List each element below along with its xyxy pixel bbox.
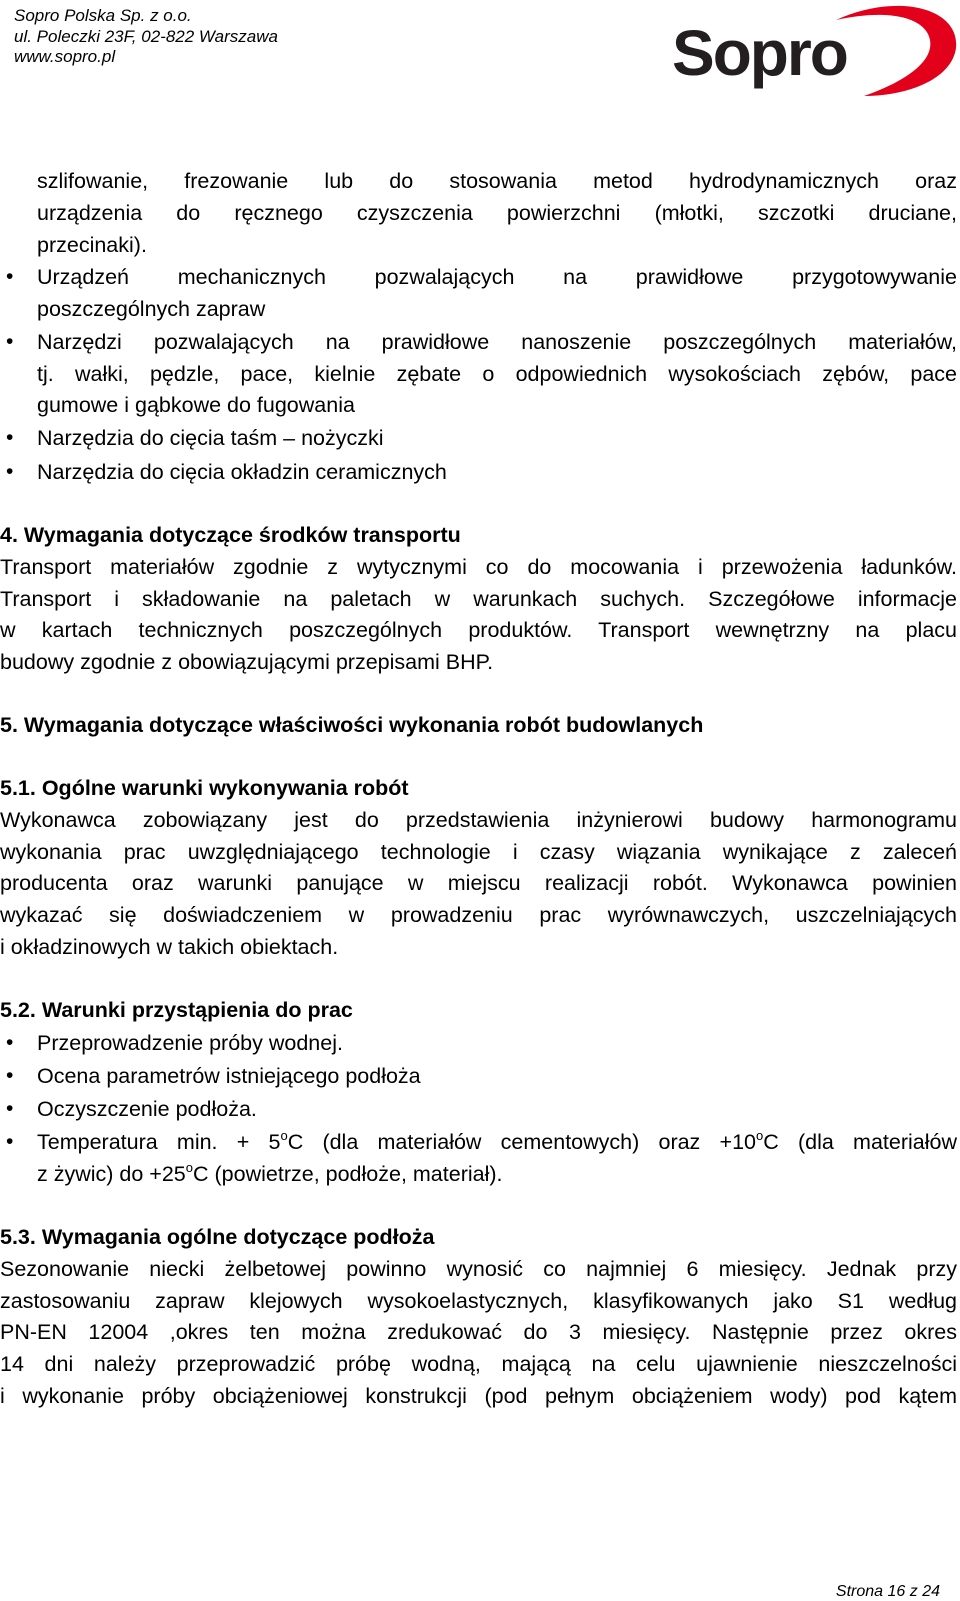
paragraph-line: wykonania prac uwzględniającego technologie i czasy wiązania wynikające z zaleceń [0, 840, 957, 864]
svg-text:Sopro: Sopro [672, 17, 847, 89]
paragraph-line: budowy zgodnie z obowiązującymi przepisami BHP. [0, 650, 494, 674]
list-item: Narzędzi pozwalających na prawidłowe nanoszenie poszczególnych materiałów, [37, 330, 957, 354]
list-item: Oczyszczenie podłoża. [37, 1097, 257, 1121]
list-item-cont: gumowe i gąbkowe do fugowania [37, 393, 355, 417]
degree-mark: o [280, 1128, 288, 1143]
paragraph-line: producenta oraz warunki panujące w miejscu realizacji robót. Wykonawca powinien [0, 871, 957, 895]
bullet-icon: • [6, 1130, 14, 1153]
subsection-heading: 5.1. Ogólne warunki wykonywania robót [0, 776, 409, 800]
company-name: Sopro Polska Sp. z o.o. [14, 6, 192, 25]
temp-text: C (dla materiałów cementowych) oraz +10 [287, 1130, 756, 1154]
company-header [14, 6, 278, 68]
section-heading: 5. Wymagania dotyczące właściwości wykonania robót budowlanych [0, 713, 704, 737]
company-address: ul. Poleczki 23F, 02-822 Warszawa [14, 26, 278, 46]
sopro-logo [668, 0, 958, 100]
list-item: Urządzeń mechanicznych pozwalających na prawidłowe przygotowywanie [37, 265, 957, 289]
degree-mark: o [756, 1128, 764, 1143]
list-item-cont: poszczególnych zapraw [37, 297, 266, 321]
paragraph-line: Wykonawca zobowiązany jest do przedstawienia inżynierowi budowy harmonogramu [0, 808, 957, 832]
text-line: przecinaki). [37, 233, 147, 257]
temp-text: z żywic) do +25 [37, 1162, 186, 1186]
subsection-heading: 5.2. Warunki przystąpienia do prac [0, 998, 353, 1022]
list-item: Przeprowadzenie próby wodnej. [37, 1031, 343, 1055]
degree-mark: o [185, 1160, 194, 1175]
list-item-temperature [37, 1129, 957, 1155]
bullet-icon: • [6, 1031, 14, 1054]
paragraph-line: 14 dni należy przeprowadzić próbę wodną, mającą na celu ujawnienie nieszczelności [0, 1352, 957, 1376]
paragraph-line: zastosowaniu zapraw klejowych wysokoelastycznych, klasyfikowanych jako S1 według [0, 1289, 957, 1313]
list-item: Narzędzia do cięcia okładzin ceramicznych [37, 460, 447, 484]
paragraph-line: Transport i składowanie na paletach w warunkach suchych. Szczegółowe informacje [0, 587, 957, 611]
paragraph-line: w kartach technicznych poszczególnych produktów. Transport wewnętrzny na placu [0, 618, 957, 642]
paragraph-line: Sezonowanie niecki żelbetowej powinno wynosić co najmniej 6 miesięcy. Jednak przy [0, 1257, 957, 1281]
bullet-icon: • [6, 426, 14, 449]
company-website: www.sopro.pl [14, 47, 116, 66]
text-line: szlifowanie, frezowanie lub do stosowania metod hydrodynamicznych oraz [37, 169, 957, 193]
bullet-icon: • [6, 460, 14, 483]
subsection-heading: 5.3. Wymagania ogólne dotyczące podłoża [0, 1225, 435, 1249]
list-item-cont [37, 1161, 957, 1187]
paragraph-line: i okładzinowych w takich obiektach. [0, 935, 339, 959]
temp-text: C (powietrze, podłoże, materiał). [193, 1162, 503, 1186]
text-line: urządzenia do ręcznego czyszczenia powierzchni (młotki, szczotki druciane, [37, 201, 957, 225]
paragraph-line: PN-EN 12004 ,okres ten można zredukować do 3 miesięcy. Następnie przez okres [0, 1320, 957, 1344]
bullet-icon: • [6, 265, 14, 288]
bullet-icon: • [6, 1097, 14, 1120]
list-item: Narzędzia do cięcia taśm – nożyczki [37, 426, 384, 450]
paragraph-line: wykazać się doświadczeniem w prowadzeniu prac wyrównawczych, uszczelniających [0, 903, 957, 927]
list-item-cont: tj. wałki, pędzle, pace, kielnie zębate o odpowiednich wysokościach zębów, pace [37, 362, 957, 386]
bullet-icon: • [6, 1064, 14, 1087]
paragraph-line: i wykonanie próby obciążeniowej konstrukcji (pod pełnym obciążeniem wody) pod kątem [0, 1384, 957, 1408]
page-number: Strona 16 z 24 [835, 1583, 940, 1600]
logo-swoosh [836, 6, 956, 96]
paragraph-line: Transport materiałów zgodnie z wytycznymi co do mocowania i przewożenia ładunków. [0, 555, 957, 579]
bullet-icon: • [6, 330, 14, 353]
temp-text: C (dla materiałów [763, 1130, 957, 1154]
section-heading: 4. Wymagania dotyczące środków transportu [0, 523, 461, 547]
temp-text: Temperatura min. + 5 [37, 1130, 281, 1154]
list-item: Ocena parametrów istniejącego podłoża [37, 1064, 421, 1088]
